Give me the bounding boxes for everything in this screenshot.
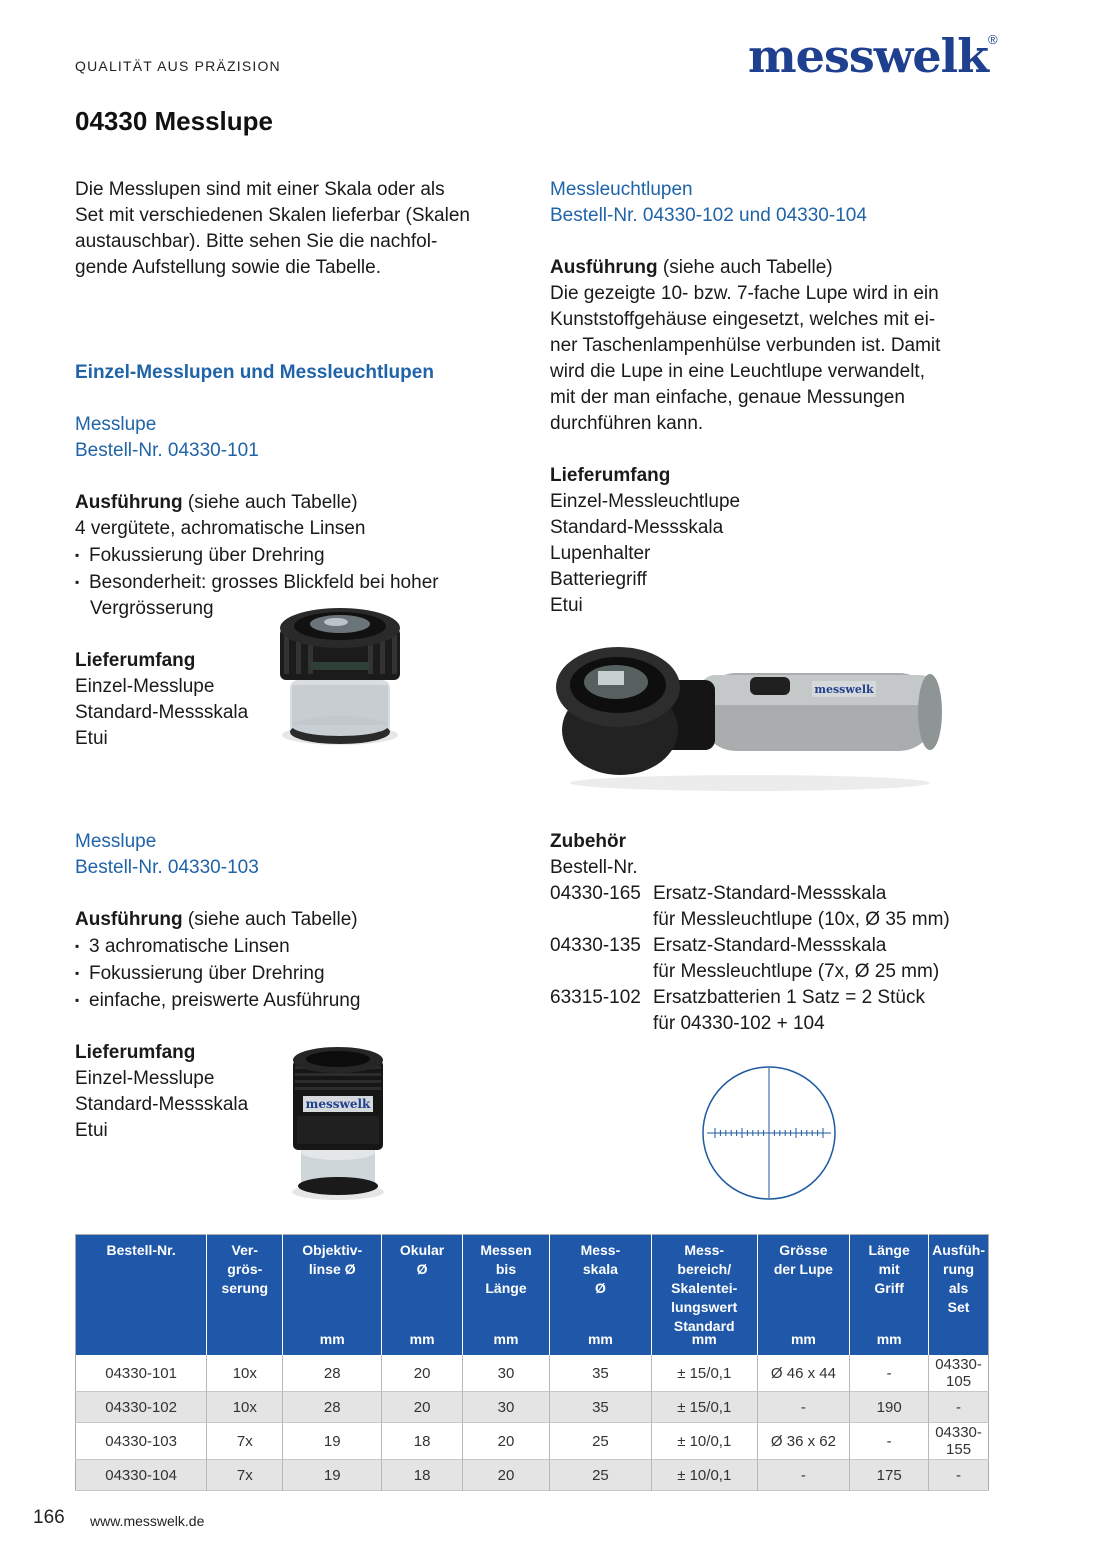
scope-heading: Lieferumfang xyxy=(550,465,671,486)
scope-item: Standard-Messskala xyxy=(75,1094,249,1115)
table-cell: 19 xyxy=(283,1460,382,1491)
table-cell: 04330-101 xyxy=(76,1355,207,1392)
execution-heading: Ausführung (siehe auch Tabelle) xyxy=(550,257,833,278)
page-title: 04330 Messlupe xyxy=(75,106,274,136)
accessory-row xyxy=(550,907,950,933)
table-cell: 7x xyxy=(207,1460,283,1491)
header-objective-lens: Objektiv- linse Ø mm xyxy=(283,1235,382,1356)
intro-line: gende Aufstellung sowie die Tabelle. xyxy=(75,257,381,278)
scope-item: Batteriegriff xyxy=(550,569,647,590)
accessory-row xyxy=(550,985,950,1011)
description-line: wird die Lupe in eine Leuchtlupe verwandelt, xyxy=(550,361,925,382)
header-measuring-range: Mess- bereich/ Skalentei- lungswert Standard mm xyxy=(651,1235,757,1356)
table-cell: 10x xyxy=(207,1392,283,1423)
table-cell: - xyxy=(757,1460,850,1491)
feature-line: 4 vergütete, achromatische Linsen xyxy=(75,518,366,539)
header-magnification: Ver- grös- serung xyxy=(207,1235,283,1356)
measuring-loupe-103-image xyxy=(283,1040,393,1200)
description-line: durchführen kann. xyxy=(550,413,704,434)
intro-paragraph xyxy=(75,177,470,281)
table-cell: 20 xyxy=(463,1423,550,1460)
table-cell: 30 xyxy=(463,1392,550,1423)
accessory-text: Ersatz-Standard-Messskala xyxy=(653,935,887,956)
table-cell: 7x xyxy=(207,1423,283,1460)
page-number: 166 xyxy=(33,1507,65,1528)
accessory-code xyxy=(550,1011,653,1037)
website-url: www.messwelk.de xyxy=(90,1513,205,1529)
specification-table xyxy=(75,1234,989,1491)
scope-item: Etui xyxy=(75,1120,108,1141)
execution-heading: Ausführung (siehe auch Tabelle) xyxy=(75,492,358,513)
scope-item: Etui xyxy=(550,595,583,616)
table-header-row xyxy=(76,1235,989,1356)
table-cell: 20 xyxy=(382,1392,463,1423)
order-number: Bestell-Nr. 04330-101 xyxy=(75,440,259,461)
section-heading: Einzel-Messlupen und Messleuchtlupen xyxy=(75,362,434,383)
table-row xyxy=(76,1392,989,1423)
header-length-with-grip: Länge mit Griff mm xyxy=(850,1235,929,1356)
accessory-row xyxy=(550,881,950,907)
header-order-number: Bestell-Nr. xyxy=(76,1235,207,1356)
product-block-leuchtlupe xyxy=(550,177,940,619)
table-cell: - xyxy=(850,1355,929,1392)
accessory-row xyxy=(550,933,950,959)
illuminated-loupe-image xyxy=(550,635,950,795)
table-cell: 20 xyxy=(463,1460,550,1491)
logo-text: messwelk xyxy=(748,29,988,83)
feature-bullet: ▪ 3 achromatische Linsen xyxy=(75,933,360,960)
feature-bullet: ▪ Fokussierung über Drehring xyxy=(75,960,360,987)
header-loupe-size: Grösse der Lupe mm xyxy=(757,1235,850,1356)
table-cell: 25 xyxy=(549,1423,651,1460)
table-row xyxy=(76,1423,989,1460)
device-brand-label: messwelk xyxy=(814,683,874,696)
table-cell: Ø 36 x 62 xyxy=(757,1423,850,1460)
table-cell: 04330-105 xyxy=(935,1356,982,1390)
scope-item: Standard-Messskala xyxy=(75,702,249,723)
product-name: Messlupe xyxy=(75,831,157,852)
intro-line: Die Messlupen sind mit einer Skala oder als xyxy=(75,179,445,200)
accessories-block xyxy=(550,829,950,1037)
feature-bullet: ▪ einfache, preiswerte Ausführung xyxy=(75,987,360,1014)
loupe-brand-label: messwelk xyxy=(305,1097,371,1111)
table-cell: 25 xyxy=(549,1460,651,1491)
accessory-row xyxy=(550,959,950,985)
table-cell: 19 xyxy=(283,1423,382,1460)
table-cell: ± 15/0,1 xyxy=(651,1392,757,1423)
table-cell: 04330-102 xyxy=(76,1392,207,1423)
header-measure-length: Messen bis Länge mm xyxy=(463,1235,550,1356)
table-cell: 04330-103 xyxy=(76,1423,207,1460)
product-name: Messleuchtlupen xyxy=(550,179,693,200)
accessory-text: Ersatzbatterien 1 Satz = 2 Stück xyxy=(653,987,925,1008)
table-cell: 18 xyxy=(382,1423,463,1460)
table-cell: 10x xyxy=(207,1355,283,1392)
header-set-version: Ausfüh- rung als Set xyxy=(929,1235,989,1356)
product-name: Messlupe xyxy=(75,414,157,435)
accessory-text: für Messleuchtlupe (7x, Ø 25 mm) xyxy=(653,961,940,982)
table-cell: ± 10/0,1 xyxy=(651,1423,757,1460)
table-cell: - xyxy=(956,1466,962,1484)
accessory-code xyxy=(550,959,653,985)
accessory-code: 04330-135 xyxy=(550,935,641,956)
scope-heading: Lieferumfang xyxy=(75,1042,196,1063)
accessory-row xyxy=(550,1011,950,1037)
scope-item: Einzel-Messlupe xyxy=(75,1068,215,1089)
intro-line: austauschbar). Bitte sehen Sie die nachfol- xyxy=(75,231,438,252)
table-cell: ± 10/0,1 xyxy=(651,1460,757,1491)
table-cell: 190 xyxy=(850,1392,929,1423)
execution-heading: Ausführung (siehe auch Tabelle) xyxy=(75,909,358,930)
header-scale-diameter: Mess- skala Ø mm xyxy=(549,1235,651,1356)
description-line: mit der man einfache, genaue Messungen xyxy=(550,387,905,408)
scope-item: Lupenhalter xyxy=(550,543,651,564)
feature-bullet: ▪ Fokussierung über Drehring xyxy=(75,542,439,569)
table-cell: - xyxy=(956,1398,962,1416)
table-cell: - xyxy=(850,1423,929,1460)
table-cell: 30 xyxy=(463,1355,550,1392)
table-row xyxy=(76,1460,989,1491)
scope-heading: Lieferumfang xyxy=(75,650,196,671)
accessory-code xyxy=(550,907,653,933)
table-row xyxy=(76,1355,989,1392)
accessory-code: 04330-165 xyxy=(550,883,641,904)
order-number: Bestell-Nr. 04330-102 und 04330-104 xyxy=(550,205,867,226)
table-cell: 18 xyxy=(382,1460,463,1491)
accessory-text: für Messleuchtlupe (10x, Ø 35 mm) xyxy=(653,909,950,930)
intro-line: Set mit verschiedenen Skalen lieferbar (Skalen xyxy=(75,205,470,226)
accessories-subheading: Bestell-Nr. xyxy=(550,857,638,878)
registered-mark: ® xyxy=(988,32,998,47)
measuring-loupe-101-image xyxy=(270,600,410,750)
tagline: QUALITÄT AUS PRÄZISION xyxy=(75,58,281,74)
accessories-heading: Zubehör xyxy=(550,831,626,852)
table-cell: 175 xyxy=(850,1460,929,1491)
description-line: ner Taschenlampenhülse verbunden ist. Damit xyxy=(550,335,941,356)
accessory-code: 63315-102 xyxy=(550,987,641,1008)
scope-item: Einzel-Messlupe xyxy=(75,676,215,697)
brand-logo xyxy=(748,28,1008,84)
accessory-text: für 04330-102 + 104 xyxy=(653,1013,825,1034)
description-line: Die gezeigte 10- bzw. 7-fache Lupe wird in ein xyxy=(550,283,939,304)
table-cell: 28 xyxy=(283,1392,382,1423)
scope-item: Etui xyxy=(75,728,108,749)
scope-item: Standard-Messskala xyxy=(550,517,724,538)
description-line: Kunststoffgehäuse eingesetzt, welches mit ei- xyxy=(550,309,936,330)
scope-item: Einzel-Messleuchtlupe xyxy=(550,491,741,512)
table-cell: 04330-104 xyxy=(76,1460,207,1491)
accessory-text: Ersatz-Standard-Messskala xyxy=(653,883,887,904)
table-cell: 35 xyxy=(549,1355,651,1392)
table-cell: Ø 46 x 44 xyxy=(757,1355,850,1392)
table-cell: 20 xyxy=(382,1355,463,1392)
table-cell: 04330-155 xyxy=(935,1424,982,1458)
feature-line: Vergrösserung xyxy=(90,598,214,619)
header-eyepiece: Okular Ø mm xyxy=(382,1235,463,1356)
feature-bullet: ▪ Besonderheit: grosses Blickfeld bei hoher xyxy=(75,569,439,596)
measuring-scale-reticle xyxy=(695,1062,843,1204)
table-cell: ± 15/0,1 xyxy=(651,1355,757,1392)
table-cell: 28 xyxy=(283,1355,382,1392)
table-cell: 35 xyxy=(549,1392,651,1423)
table-cell: - xyxy=(757,1392,850,1423)
order-number: Bestell-Nr. 04330-103 xyxy=(75,857,259,878)
